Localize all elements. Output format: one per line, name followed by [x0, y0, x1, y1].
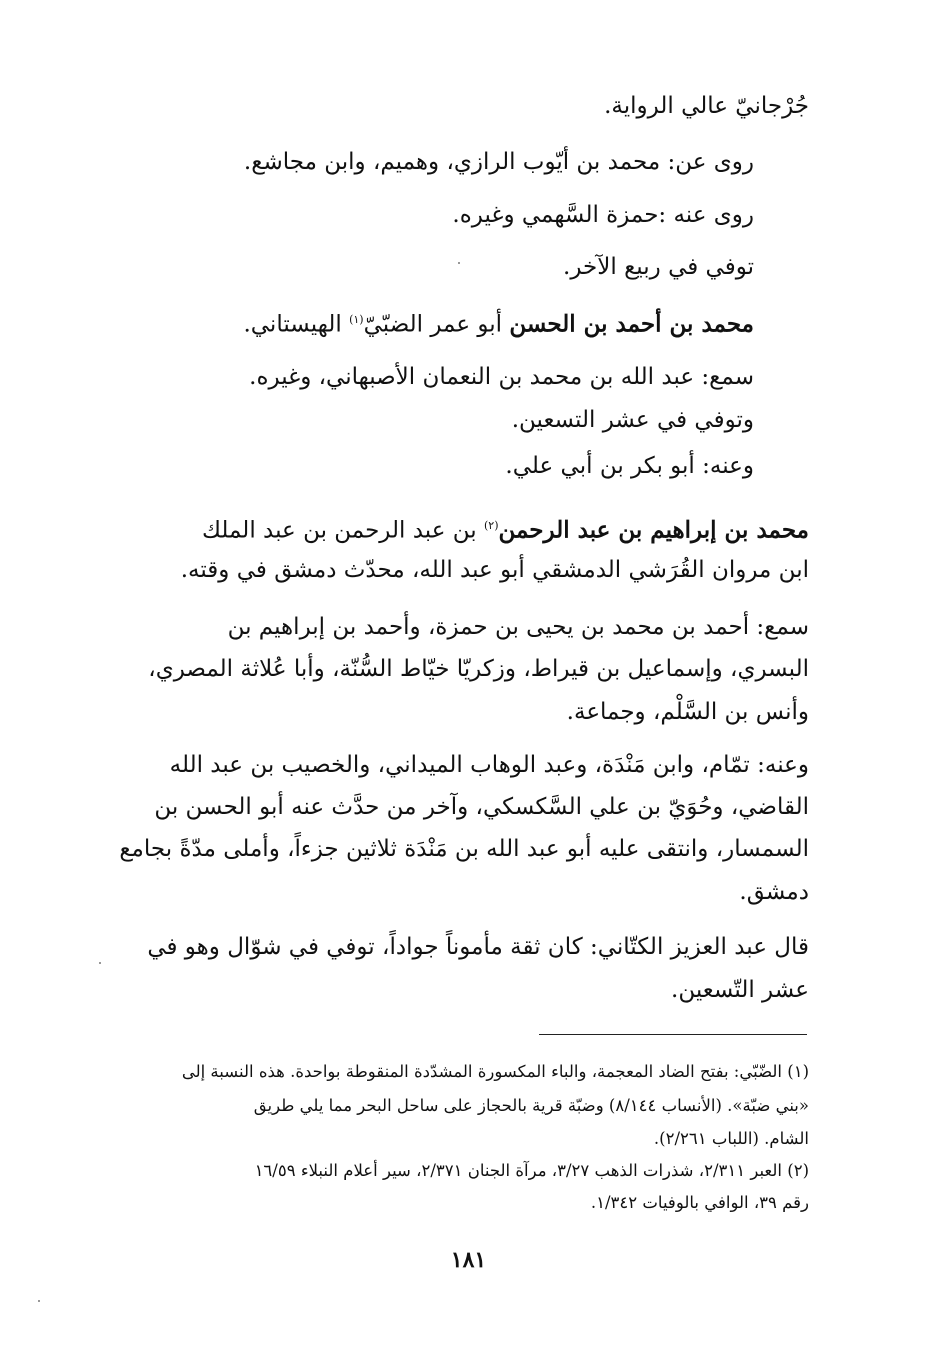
footnote-1-line1: (١) الضّبّي: بفتح الضاد المعجمة، والباء المكسورة المشدّدة المنقوطة بواحدة. هذه النسبة إلى: [181, 1062, 809, 1081]
entry3-sama-line3: وأنس بن السَّلْم، وجماعة.: [566, 699, 809, 725]
entry3-sama-line1: سمع: أحمد بن محمد بن يحيى بن حمزة، وأحمد بن إبراهيم بن: [227, 614, 809, 640]
entry2-heading: [243, 305, 754, 340]
footnote-1-line2: «بني ضبّة». (الأنساب ٨/١٤٤) وضبّة قرية بالحجاز على ساحل البحر مما يلي طريق: [253, 1096, 809, 1115]
footnote-separator: [539, 1034, 807, 1035]
entry2-heading-name: محمد بن أحمد بن الحسن: [509, 310, 754, 338]
entry3-anhu-line3: السمسار، وانتقى عليه أبو عبد الله بن مَنْدَة ثلاثين جزءاً، وأملى مدّةً بجامع: [119, 836, 809, 862]
entry3-heading: [202, 511, 809, 546]
footnote-1-line3: الشام. (اللباب ٢/٢٦١).: [653, 1129, 809, 1148]
entry3-qal-line1: قال عبد العزيز الكتّاني: كان ثقة مأموناً جواداً، توفي في شوّال وهو في: [147, 934, 809, 960]
footnote-ref-1: (١): [349, 313, 364, 326]
scan-speck: [38, 1300, 40, 1302]
entry3-anhu-line1: وعنه: تمّام، وابن مَنْدَة، وعبد الوهاب الميداني، والخصيب بن عبد الله: [169, 752, 809, 778]
scan-speck: [99, 962, 101, 964]
entry1-riwaya-from: روى عن: محمد بن أيّوب الرازي، وهميم، وابن مجاشع.: [243, 149, 754, 175]
entry3-heading-name: محمد بن إبراهيم بن عبد الرحمن: [498, 516, 809, 544]
entry2-death: وتوفي في عشر التسعين.: [511, 407, 754, 433]
entry3-qal-line2: عشر التّسعين.: [671, 977, 809, 1003]
footnote-2-line1: (٢) العبر ٢/٣١١، شذرات الذهب ٣/٢٧، مرآة الجنان ٢/٣٧١، سير أعلام النبلاء ١٦/٥٩: [254, 1161, 809, 1180]
scan-speck: [458, 262, 460, 264]
entry1-death: توفي في ربيع الآخر.: [563, 254, 754, 280]
entry2-heading-kunya: أبو عمر الضبّيّ: [363, 311, 503, 338]
entry3-heading-rest: بن عبد الرحمن بن عبد الملك: [202, 517, 477, 544]
entry3-sama-line2: البسري، وإسماعيل بن قيراط، وزكريّا خيّاط السُّنّة، وأبا عُلاثة المصري،: [148, 656, 809, 682]
entry1-riwaya-by: روى عنه :حمزة السَّهمي وغيره.: [452, 202, 754, 228]
entry2-sama: سمع: عبد الله بن محمد بن النعمان الأصبهاني، وغيره.: [249, 364, 754, 390]
footnote-2-line2: رقم ٣٩، الوافي بالوفيات ١/٣٤٢.: [590, 1193, 809, 1212]
entry3-anhu-line4: دمشق.: [739, 879, 809, 905]
entry2-anhu: وعنه: أبو بكر بن أبي علي.: [505, 453, 754, 479]
entry1-line1: جُرْجانيّ عالي الرواية.: [604, 93, 809, 119]
footnote-ref-2: (٢): [483, 519, 499, 532]
entry2-heading-nisba: الهيستاني.: [243, 311, 342, 338]
page-number: ١٨١: [450, 1247, 487, 1273]
entry3-heading-line2: ابن مروان القُرَشي الدمشقي أبو عبد الله، محدّث دمشق في وقته.: [180, 557, 809, 583]
entry3-anhu-line2: القاضي، وحُوَيّ بن علي السَّكسكي، وآخر من حدَّث عنه أبو الحسن بن: [154, 794, 809, 820]
